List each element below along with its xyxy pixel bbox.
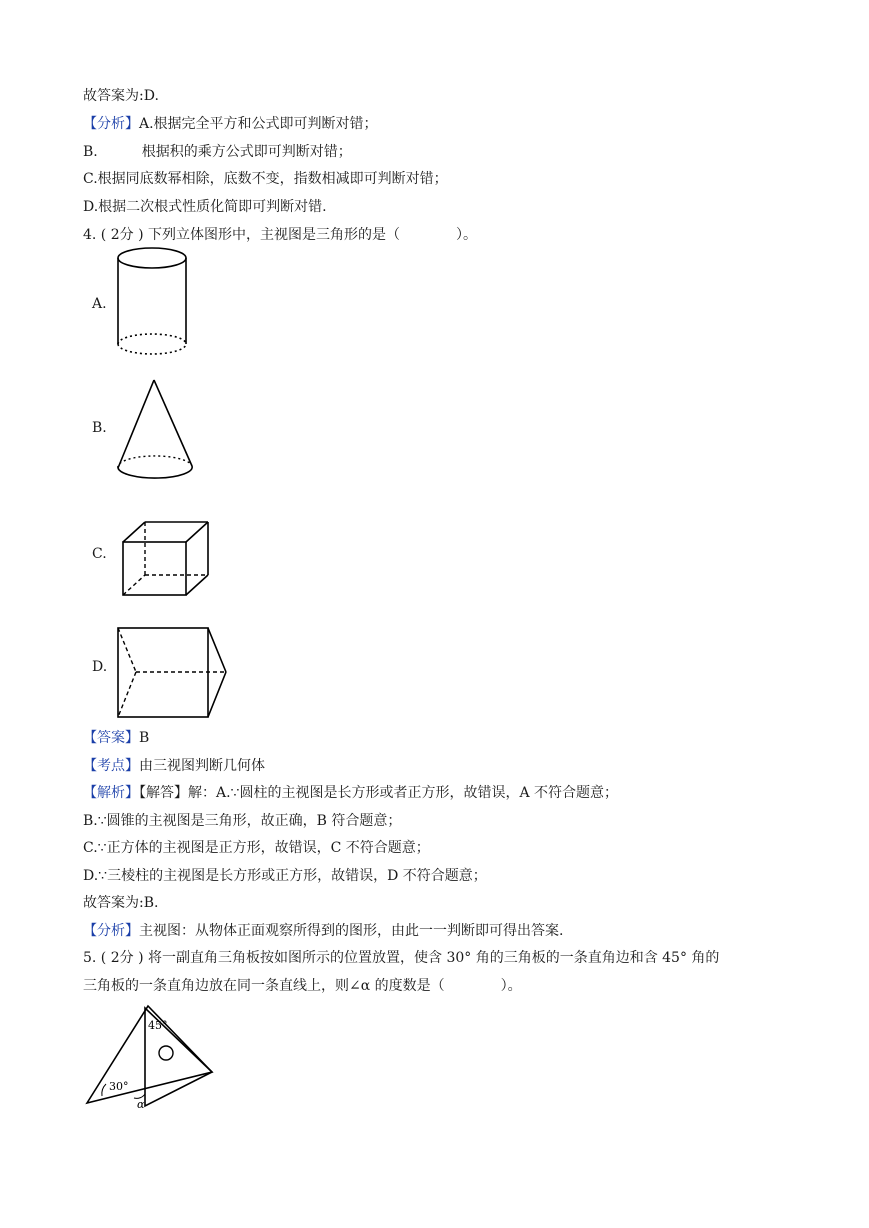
explanation-line-b: B.∵圆锥的主视图是三角形，故正确，B 符合题意； bbox=[83, 813, 402, 829]
option-a-label: A. bbox=[92, 296, 107, 312]
option-c-label: C. bbox=[92, 546, 107, 562]
analysis-line bbox=[83, 922, 563, 940]
question-4-stem: 4. ( 2分 ) 下列立体图形中，主视图是三角形的是（ ）。 bbox=[83, 227, 477, 243]
analysis-text-a: A.根据完全平方和公式即可判断对错； bbox=[139, 116, 378, 132]
explanation-tag: 【解析】 bbox=[83, 785, 139, 801]
analysis-tag: 【分析】 bbox=[83, 923, 139, 939]
cone-icon bbox=[112, 376, 200, 488]
answer-tag: 【答案】 bbox=[83, 730, 139, 746]
answer-line bbox=[83, 729, 149, 747]
analysis-line-b bbox=[83, 143, 352, 161]
cube-icon bbox=[118, 518, 214, 600]
question-5-stem-line-2: 三角板的一条直角边放在同一条直线上，则∠α 的度数是（ ）。 bbox=[83, 978, 522, 994]
analysis-label-b: B. bbox=[83, 144, 98, 160]
option-d-label: D. bbox=[92, 659, 108, 675]
analysis-line-c: C.根据同底数幂相除，底数不变，指数相减即可判断对错； bbox=[83, 171, 448, 187]
answer-value: B bbox=[139, 730, 150, 746]
final-answer-line: 故答案为:B. bbox=[83, 895, 159, 911]
explanation-line-c: C.∵正方体的主视图是正方形，故错误，C 不符合题意； bbox=[83, 840, 430, 856]
analysis-text-b: 根据积的乘方公式即可判断对错； bbox=[141, 144, 352, 160]
explanation-line-a bbox=[83, 784, 618, 802]
analysis-line-d: D.根据二次根式性质化简即可判断对错. bbox=[83, 199, 327, 215]
analysis-tag: 【分析】 bbox=[83, 116, 139, 132]
knowledge-point-tag: 【考点】 bbox=[83, 758, 139, 774]
set-squares-figure bbox=[82, 1002, 218, 1112]
answer-line: 故答案为:D. bbox=[83, 88, 159, 104]
analysis-line-a bbox=[83, 115, 378, 133]
question-5-stem-line-1: 5. ( 2分 ) 将一副直角三角板按如图所示的位置放置，使含 30° 角的三角板的一条直角边和含 45° 角的 bbox=[83, 950, 720, 966]
label-45: 45° bbox=[148, 1019, 168, 1032]
explanation-text-a: 【解答】解：A.∵圆柱的主视图是长方形或者正方形，故错误，A 不符合题意； bbox=[139, 785, 619, 801]
knowledge-point-line bbox=[83, 757, 265, 775]
option-b-label: B. bbox=[92, 420, 107, 436]
analysis-text: 主视图：从物体正面观察所得到的图形，由此一一判断即可得出答案. bbox=[139, 923, 564, 939]
triangular-prism-icon bbox=[114, 624, 232, 722]
label-30: 30° bbox=[109, 1080, 129, 1093]
knowledge-point-text: 由三视图判断几何体 bbox=[139, 758, 265, 774]
label-alpha: α bbox=[137, 1098, 145, 1111]
explanation-line-d: D.∵三棱柱的主视图是长方形或正方形，故错误，D 不符合题意； bbox=[83, 868, 487, 884]
cylinder-icon bbox=[112, 244, 192, 360]
